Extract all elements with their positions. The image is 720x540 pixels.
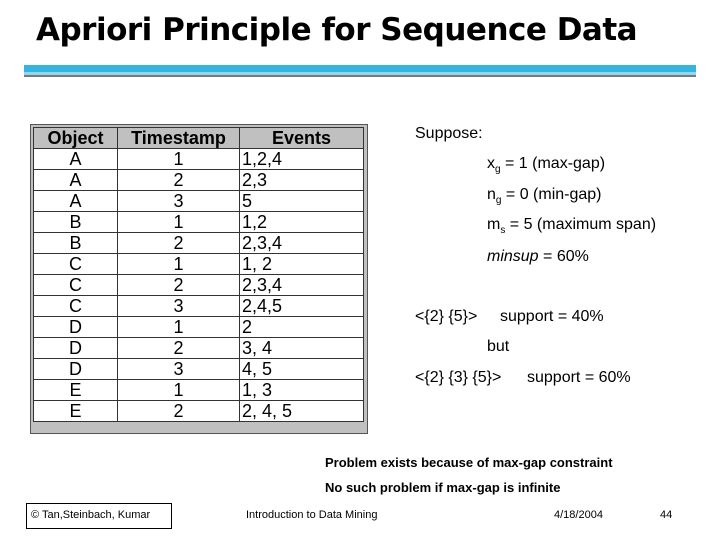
- sequence-table-frame: [30, 124, 368, 434]
- cell-events: 1, 3: [240, 380, 364, 401]
- cell-timestamp: 1: [118, 380, 240, 401]
- cell-object: D: [34, 317, 118, 338]
- table-row: [34, 212, 364, 233]
- table-row: [34, 170, 364, 191]
- max-span-sub: s: [500, 225, 506, 237]
- cell-timestamp: 2: [118, 233, 240, 254]
- table-row: [34, 233, 364, 254]
- cell-object: B: [34, 233, 118, 254]
- cell-object: A: [34, 170, 118, 191]
- cell-object: E: [34, 401, 118, 422]
- table-row: [34, 296, 364, 317]
- cell-object: C: [34, 275, 118, 296]
- cell-events: 2,3,4: [240, 275, 364, 296]
- minsup-value: = 60%: [538, 248, 589, 265]
- cell-object: B: [34, 212, 118, 233]
- table-row: [34, 317, 364, 338]
- table-row: [34, 254, 364, 275]
- cell-object: E: [34, 380, 118, 401]
- max-span-text: = 5 (maximum span): [505, 216, 657, 233]
- sequence-2: <{2} {3} {5}>: [415, 369, 502, 386]
- max-gap-text: = 1 (max-gap): [500, 155, 606, 172]
- cell-events: 2,3,4: [240, 233, 364, 254]
- cell-events: 5: [240, 191, 364, 212]
- cell-object: A: [34, 191, 118, 212]
- sequence-1: <{2} {5}>: [415, 308, 478, 325]
- note-infinite-max-gap: No such problem if max-gap is infinite: [325, 480, 561, 495]
- footer-course: Introduction to Data Mining: [246, 509, 378, 521]
- table-header-row: [34, 128, 364, 149]
- suppose-label: Suppose:: [415, 125, 483, 142]
- footer-page-number: 44: [660, 509, 673, 521]
- min-gap-line: [487, 186, 602, 206]
- cell-object: D: [34, 338, 118, 359]
- cell-object: C: [34, 254, 118, 275]
- cell-events: 2,4,5: [240, 296, 364, 317]
- header-timestamp: Timestamp: [118, 128, 240, 149]
- min-gap-text: = 0 (min-gap): [501, 186, 602, 203]
- title-rule-blue: [24, 65, 696, 72]
- cell-timestamp: 1: [118, 149, 240, 170]
- cell-timestamp: 2: [118, 170, 240, 191]
- cell-events: 2, 4, 5: [240, 401, 364, 422]
- max-span-line: [487, 216, 656, 236]
- max-gap-var: x: [487, 155, 495, 172]
- sequence-2-support: support = 60%: [527, 369, 631, 386]
- table-row: [34, 380, 364, 401]
- note-max-gap-problem: Problem exists because of max-gap constraint: [325, 455, 613, 470]
- cell-timestamp: 3: [118, 359, 240, 380]
- cell-timestamp: 3: [118, 296, 240, 317]
- sequence-table: [33, 127, 364, 422]
- sequence-1-support: support = 40%: [500, 308, 604, 325]
- cell-timestamp: 1: [118, 254, 240, 275]
- minsup-word: minsup: [487, 248, 539, 265]
- slide-title: Apriori Principle for Sequence Data: [36, 12, 638, 48]
- cell-events: 3, 4: [240, 338, 364, 359]
- table-row: [34, 149, 364, 170]
- cell-object: D: [34, 359, 118, 380]
- cell-events: 1,2: [240, 212, 364, 233]
- table-row: [34, 275, 364, 296]
- cell-events: 1, 2: [240, 254, 364, 275]
- header-object: Object: [34, 128, 118, 149]
- cell-timestamp: 2: [118, 401, 240, 422]
- minsup-line: [487, 248, 589, 266]
- cell-events: 4, 5: [240, 359, 364, 380]
- cell-object: A: [34, 149, 118, 170]
- cell-events: 2: [240, 317, 364, 338]
- min-gap-var: n: [487, 186, 496, 203]
- header-events: Events: [240, 128, 364, 149]
- footer-authors: © Tan,Steinbach, Kumar: [31, 509, 151, 521]
- cell-object: C: [34, 296, 118, 317]
- cell-timestamp: 2: [118, 275, 240, 296]
- title-rule-gray: [24, 75, 696, 77]
- cell-timestamp: 1: [118, 212, 240, 233]
- max-span-var: m: [487, 216, 501, 233]
- but-label: but: [487, 338, 510, 355]
- table-row: [34, 338, 364, 359]
- max-gap-line: [487, 155, 605, 175]
- table-row: [34, 401, 364, 422]
- cell-events: 1,2,4: [240, 149, 364, 170]
- min-gap-sub: g: [495, 195, 502, 207]
- max-gap-sub: g: [495, 164, 501, 176]
- table-row: [34, 359, 364, 380]
- cell-events: 2,3: [240, 170, 364, 191]
- footer-date: 4/18/2004: [554, 509, 603, 521]
- cell-timestamp: 3: [118, 191, 240, 212]
- cell-timestamp: 2: [118, 338, 240, 359]
- table-row: [34, 191, 364, 212]
- cell-timestamp: 1: [118, 317, 240, 338]
